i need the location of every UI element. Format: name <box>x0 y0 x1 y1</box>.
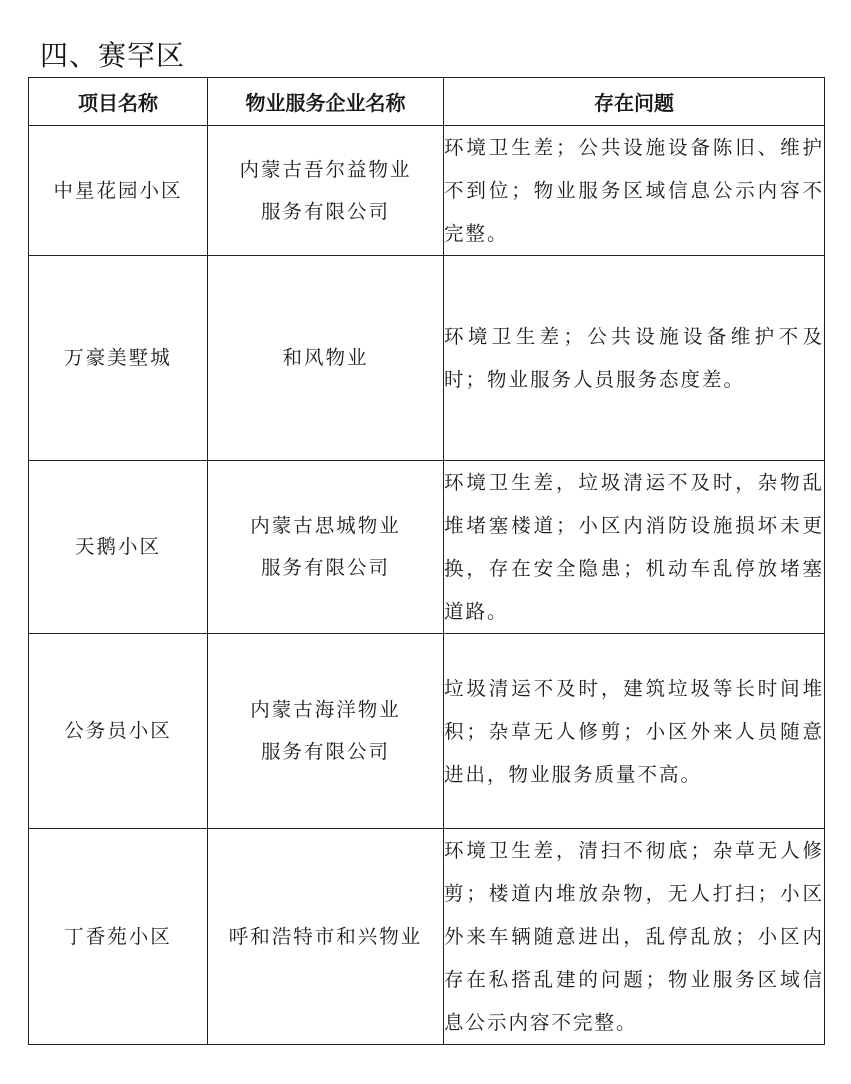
property-issues-table <box>28 77 825 1045</box>
company-name-cell <box>208 256 444 461</box>
table-header-row <box>29 78 825 126</box>
project-name-cell: 丁香苑小区 <box>29 829 208 1045</box>
section-heading: 四、赛罕区 <box>40 39 186 72</box>
company-name-cell <box>208 126 444 256</box>
company-name-line: 呼和浩特市和兴物业 <box>228 924 423 948</box>
table-row <box>29 634 825 829</box>
company-name-cell <box>208 829 444 1045</box>
company-name-line: 和风物业 <box>282 346 369 369</box>
project-name-cell: 万豪美墅城 <box>29 256 208 461</box>
company-name-cell <box>208 634 444 829</box>
project-name-cell: 公务员小区 <box>29 634 208 829</box>
project-name-cell: 天鹅小区 <box>29 461 208 634</box>
company-name-line: 内蒙古吾尔益物业 <box>239 157 412 181</box>
issue-cell: 环境卫生差，垃圾清运不及时，杂物乱堆堵塞楼道；小区内消防设施损坏未更换，存在安全隐患；机动车乱停放堵塞道路。 <box>444 461 825 634</box>
table-row <box>29 126 825 256</box>
issue-cell: 垃圾清运不及时，建筑垃圾等长时间堆积；杂草无人修剪；小区外来人员随意进出，物业服务质量不高。 <box>444 634 825 829</box>
table-row <box>29 829 825 1045</box>
company-name-line: 内蒙古思城物业 <box>250 514 401 537</box>
company-name-line: 服务有限公司 <box>260 556 390 579</box>
table-row <box>29 256 825 461</box>
header-issues: 存在问题 <box>444 78 825 126</box>
company-name-line: 服务有限公司 <box>260 199 390 223</box>
issue-cell: 环境卫生差，清扫不彻底；杂草无人修剪；楼道内堆放杂物，无人打扫；小区外来车辆随意进出，乱停乱放；小区内存在私搭乱建的问题；物业服务区域信息公示内容不完整。 <box>444 829 825 1045</box>
project-name-cell: 中星花园小区 <box>29 126 208 256</box>
company-name-line: 服务有限公司 <box>260 740 390 763</box>
table-row <box>29 461 825 634</box>
header-project-name: 项目名称 <box>29 78 208 126</box>
issue-cell: 环境卫生差；公共设施设备维护不及时；物业服务人员服务态度差。 <box>444 256 825 461</box>
issue-cell: 环境卫生差；公共设施设备陈旧、维护不到位；物业服务区域信息公示内容不完整。 <box>444 126 825 256</box>
company-name-cell <box>208 461 444 634</box>
company-name-line: 内蒙古海洋物业 <box>250 698 401 721</box>
header-company-name: 物业服务企业名称 <box>208 78 444 126</box>
